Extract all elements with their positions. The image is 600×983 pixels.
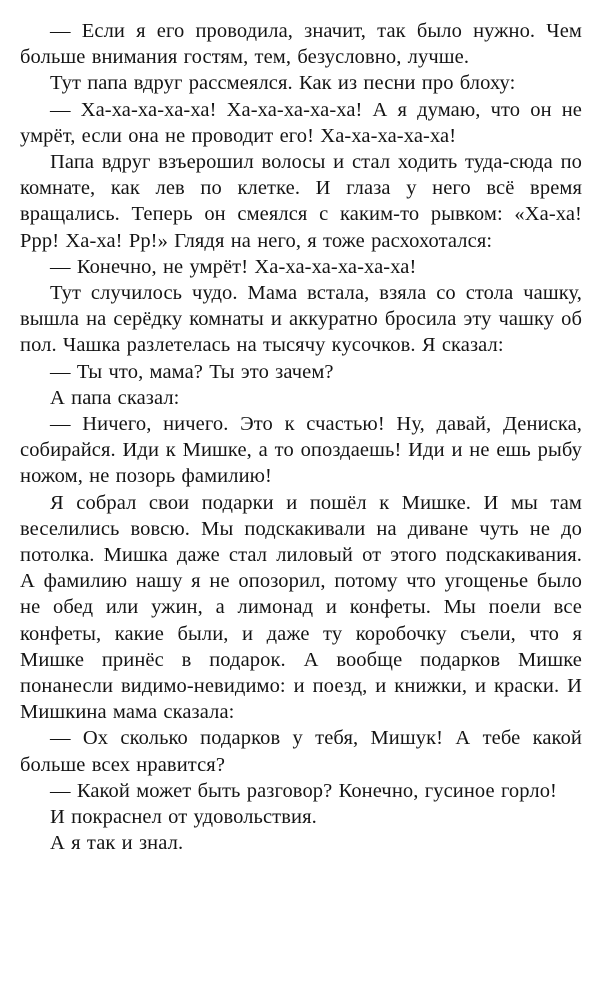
paragraph: — Ха-ха-ха-ха-ха! Ха-ха-ха-ха-ха! А я думаю, что он не умрёт, если она не проводит его! Ха-ха-ха-ха-ха! xyxy=(20,98,582,147)
paragraph: — Какой может быть разговор? Конечно, гусиное горло! xyxy=(50,779,557,802)
paragraph: — Ты что, мама? Ты это зачем? xyxy=(50,360,334,383)
paragraph: — Ох сколько подарков у тебя, Мишук! А тебе какой больше всех нравится? xyxy=(20,727,582,776)
paragraph: — Если я его проводила, значит, так было нужно. Чем больше внимания гостям, тем, безусловно, лучше. xyxy=(20,20,582,69)
paragraph: Тут случилось чудо. Мама встала, взяла со стола чашку, вышла на серёдку комнаты и аккуратно бросила эту чашку об пол. Чашка разлетелась на тысячу кусочков. Я сказал: xyxy=(20,282,582,357)
paragraph: — Конечно, не умрёт! Ха-ха-ха-ха-ха-ха! xyxy=(50,255,417,278)
paragraph: И покраснел от удовольствия. xyxy=(50,806,317,829)
paragraph: Папа вдруг взъерошил волосы и стал ходить туда-сюда по комнате, как лев по клетке. И глаза у него всё время вращались. Теперь он смеялся с каким-то рывком: «Ха-ха! Ррр! Ха-ха! Рр!» Глядя на него, я тоже расхохотался: xyxy=(20,151,582,252)
paragraph: Тут папа вдруг рассмеялся. Как из песни про блоху: xyxy=(50,72,516,95)
book-page xyxy=(20,18,582,857)
paragraph: А папа сказал: xyxy=(50,386,180,409)
paragraph: А я так и знал. xyxy=(50,832,184,855)
paragraph: Я собрал свои подарки и пошёл к Мишке. И мы там веселились вовсю. Мы подскакивали на диване чуть не до потолка. Мишка даже стал лиловый от этого подскакивания. А фамилию нашу я не опозорил, потому что угощенье было не обед или ужин, а лимонад и конфеты. Мы поели все конфеты, какие были, и даже ту коробочку съели, что я Мишке принёс в подарок. А вообще подарков Мишке понанесли видимо-невидимо: и поезд, и книжки, и краски. И Мишкина мама сказала: xyxy=(20,491,582,724)
paragraph: — Ничего, ничего. Это к счастью! Ну, давай, Дениска, собирайся. Иди к Мишке, а то опоздаешь! Иди и не ешь рыбу ножом, не позорь фамилию! xyxy=(20,413,582,488)
